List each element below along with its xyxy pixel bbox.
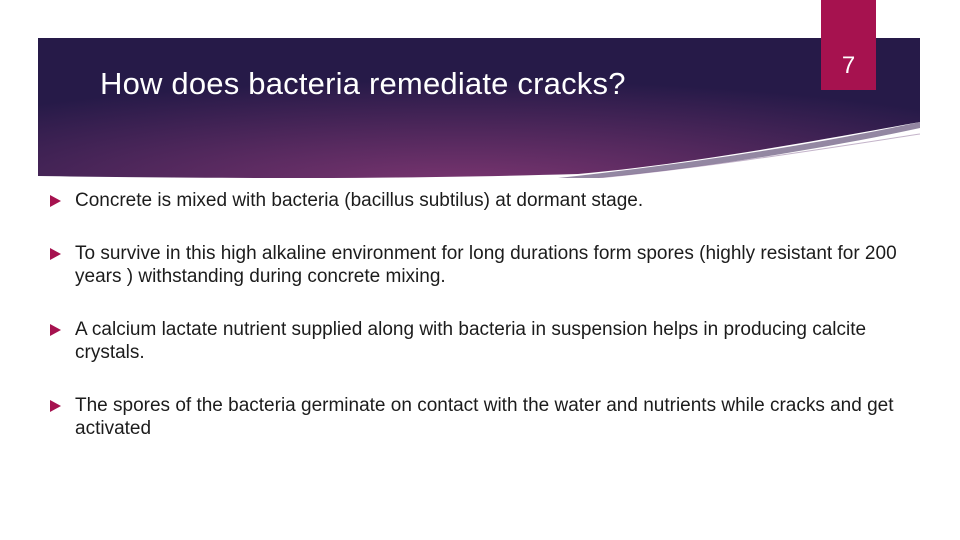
banner-background [38,38,920,178]
bullet-text: A calcium lactate nutrient supplied along with bacteria in suspension helps in producing calcite crystals. [75,319,867,363]
bullet-item [48,318,908,364]
bullet-text: To survive in this high alkaline environment for long durations form spores (highly resistant for 200 years ) withstanding during concrete mixing. [75,243,897,287]
page-number: 7 [841,52,856,79]
bullet-item [48,242,908,288]
bullet-arrow-icon [50,400,61,412]
slide-title: How does bacteria remediate cracks? [100,66,626,101]
bullet-arrow-icon [50,248,61,260]
bullet-text: Concrete is mixed with bacteria (bacillus subtilus) at dormant stage. [75,190,644,211]
bullet-item [48,189,908,212]
bullet-list [48,189,908,440]
bullet-text: The spores of the bacteria germinate on contact with the water and nutrients while cracks and get activated [75,395,894,439]
title-banner [38,38,920,178]
bullet-item [48,394,908,440]
bullet-arrow-icon [50,324,61,336]
bullet-arrow-icon [50,195,61,207]
